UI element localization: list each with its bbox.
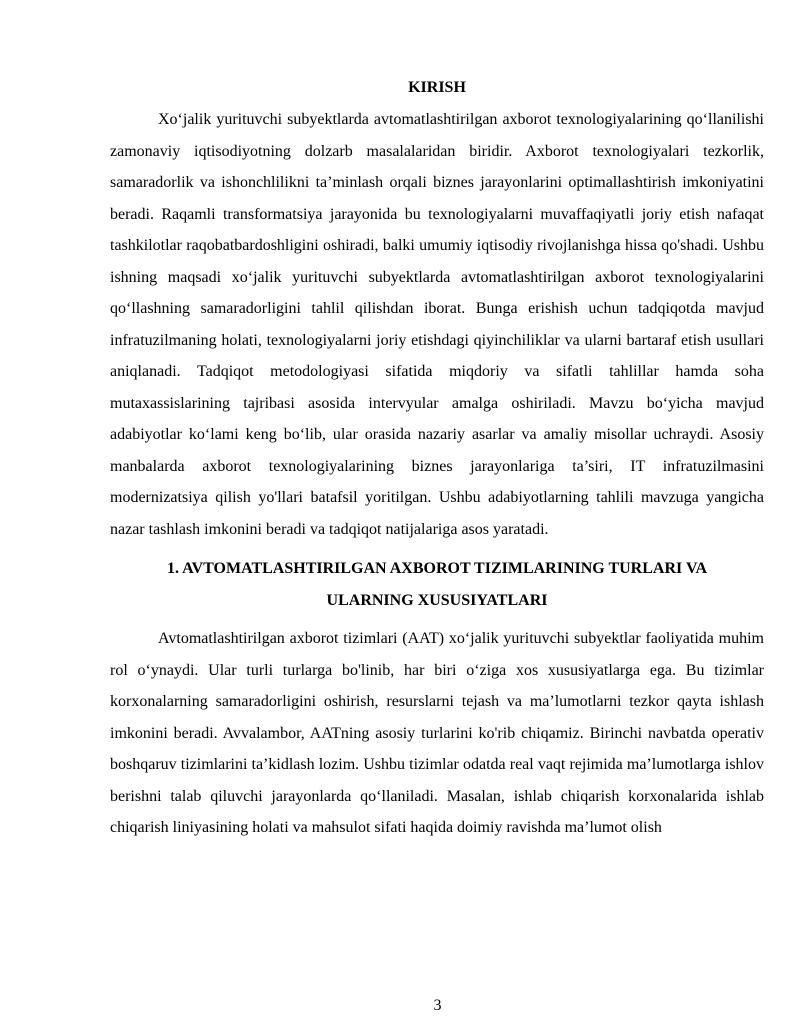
intro-paragraph: Xo‘jalik yurituvchi subyektlarda avtomatlashtirilgan axborot texnologiyalarining qo‘llanilishi zamonaviy iqtisodiyotning dolzarb masalalaridan biridir. Axborot texnologiyalari tezkorlik, samaradorlik va ishonchlilikni ta’minlash orqali biznes jarayonlarini optimallashtirish imkoniyatini beradi. Raqamli transformatsiya jarayonida bu texnologiyalarni muvaffaqiyatli joriy etish nafaqat tashkilotlar raqobatbardoshligini oshiradi, balki umumiy iqtisodiy rivojlanishga hissa qo'shadi. Ushbu ishning maqsadi xo‘jalik yurituvchi subyektlarda avtomatlashtirilgan axborot texnologiyalarini qo‘llashning samaradorligini tahlil qilishdan iborat. Bunga erishish uchun tadqiqotda mavjud infratuzilmaning holati, texnologiyalarni joriy etishdagi qiyinchiliklar va ularni bartaraf etish usullari aniqlanadi. Tadqiqot metodologiyasi sifatida miqdoriy va sifatli tahlillar hamda soha mutaxassislarining tajribasi asosida intervyular amalga oshiriladi. Mavzu bo‘yicha mavjud adabiyotlar ko‘lami keng bo‘lib, ular orasida nazariy asarlar va amaliy misollar uchraydi. Asosiy manbalarda axborot texnologiyalarining biznes jarayonlariga ta’siri, IT infratuzilmasini modernizatsiya qilish yo'llari batafsil yoritilgan. Ushbu adabiyotlarning tahlili mavzuga yangicha nazar tashlash imkonini beradi va tadqiqot natijalariga asos yaratadi. — [110, 111, 764, 538]
section-heading — [106, 553, 768, 617]
section-heading-line1: 1. AVTOMATLASHTIRILGAN AXBOROT TIZIMLARINING TURLARI VA — [167, 560, 707, 577]
page-number: 3 — [433, 997, 442, 1014]
section-paragraph: Avtomatlashtirilgan axborot tizimlari (AAT) xo‘jalik yurituvchi subyektlar faoliyatida muhim rol o‘ynaydi. Ular turli turlarga bo'linib, har biri o‘ziga xos xususiyatlarga ega. Bu tizimlar korxonalarning samaradorligini oshirish, resurslarni tejash va ma’lumotlarni tezkor qayta ishlash imkonini beradi. Avvalambor, AATning asosiy turlarini ko'rib chiqamiz. Birinchi navbatda operativ boshqaruv tizimlarini ta’kidlash lozim. Ushbu tizimlar odatda real vaqt rejimida ma’lumotlarga ishlov berishni talab qiluvchi jarayonlarda qo‘llaniladi. Masalan, ishlab chiqarish korxonalarida ishlab chiqarish liniyasining holati va mahsulot sifati haqida doimiy ravishda ma’lumot olish — [110, 630, 764, 836]
document-page — [110, 72, 764, 844]
intro-heading: KIRISH — [408, 79, 466, 96]
section-heading-line2: ULARNING XUSUSIYATLARI — [326, 592, 548, 609]
